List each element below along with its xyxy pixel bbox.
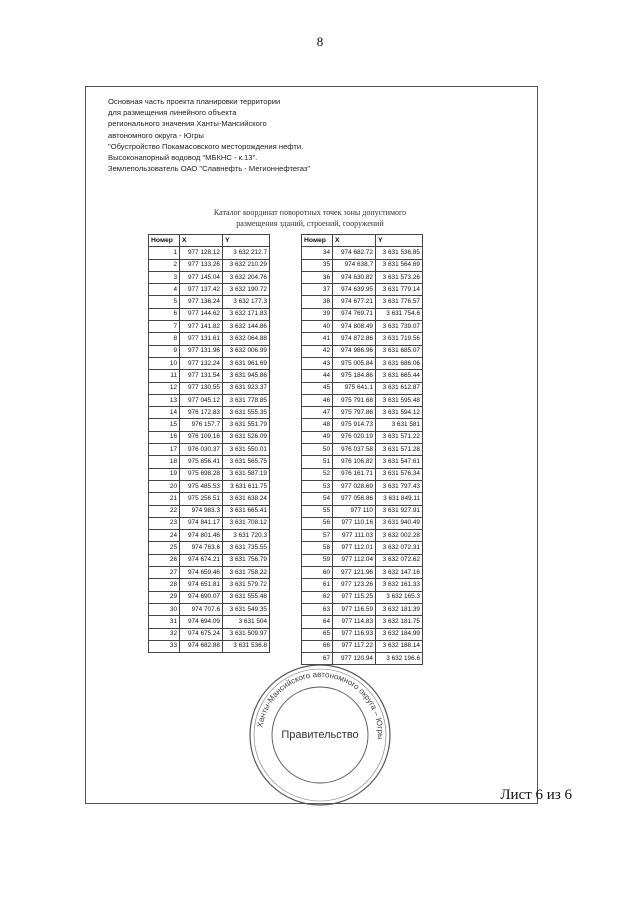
table-row (302, 333, 423, 345)
y-coordinate-cell: 3 632 171.83 (223, 308, 270, 320)
table-row (302, 394, 423, 406)
x-coordinate-cell: 977 117.22 (333, 640, 376, 652)
table-row (149, 271, 270, 283)
header-line: регионального значения Ханты-Мансийского (108, 119, 267, 129)
point-number-cell: 5 (149, 296, 180, 308)
x-coordinate-cell: 974 639.95 (333, 284, 376, 296)
y-coordinate-cell: 3 631 849.11 (376, 493, 423, 505)
y-coordinate-cell: 3 631 612.87 (376, 382, 423, 394)
column-header-x: X (180, 235, 223, 247)
y-coordinate-cell: 3 631 571.22 (376, 431, 423, 443)
y-coordinate-cell: 3 631 565.75 (223, 456, 270, 468)
table-row (149, 247, 270, 259)
point-number-cell: 11 (149, 370, 180, 382)
y-coordinate-cell: 3 631 579.72 (223, 579, 270, 591)
x-coordinate-cell: 975 184.86 (333, 370, 376, 382)
catalog-title (150, 207, 470, 229)
table-row (149, 640, 270, 652)
table-row (302, 579, 423, 591)
x-coordinate-cell: 974 707.6 (180, 603, 223, 615)
table-row (149, 345, 270, 357)
x-coordinate-cell: 976 109.16 (180, 431, 223, 443)
table-row (149, 370, 270, 382)
x-coordinate-cell: 974 682.72 (333, 247, 376, 259)
page-number: 8 (316, 34, 324, 49)
y-coordinate-cell: 3 631 594.12 (376, 407, 423, 419)
x-coordinate-cell: 975 791.68 (333, 394, 376, 406)
table-row (302, 554, 423, 566)
point-number-cell: 25 (149, 542, 180, 554)
x-coordinate-cell: 975 256.51 (180, 493, 223, 505)
x-coordinate-cell: 977 130.55 (180, 382, 223, 394)
y-coordinate-cell: 3 631 685.07 (376, 345, 423, 357)
table-row (149, 517, 270, 529)
point-number-cell: 33 (149, 640, 180, 652)
y-coordinate-cell: 3 631 581 (376, 419, 423, 431)
y-coordinate-cell: 3 632 188.14 (376, 640, 423, 652)
point-number-cell: 59 (302, 554, 333, 566)
point-number-cell: 57 (302, 530, 333, 542)
y-coordinate-cell: 3 631 686.06 (376, 357, 423, 369)
table-row (149, 530, 270, 542)
y-coordinate-cell: 3 631 573.26 (376, 271, 423, 283)
x-coordinate-cell: 974 694.09 (180, 616, 223, 628)
table-row (302, 345, 423, 357)
point-number-cell: 36 (302, 271, 333, 283)
catalog-title-line: Каталог координат поворотных точек зоны допустимого (213, 208, 407, 217)
x-coordinate-cell: 977 112.04 (333, 554, 376, 566)
y-coordinate-cell: 3 632 002.28 (376, 530, 423, 542)
y-coordinate-cell: 3 632 006.99 (223, 345, 270, 357)
y-coordinate-cell: 3 631 587.19 (223, 468, 270, 480)
table-row (302, 517, 423, 529)
point-number-cell: 44 (302, 370, 333, 382)
x-coordinate-cell: 977 110 (333, 505, 376, 517)
point-number-cell: 63 (302, 603, 333, 615)
x-coordinate-cell: 977 141.82 (180, 321, 223, 333)
point-number-cell: 30 (149, 603, 180, 615)
table-row (302, 505, 423, 517)
point-number-cell: 46 (302, 394, 333, 406)
table-row (149, 444, 270, 456)
table-row (149, 456, 270, 468)
y-coordinate-cell: 3 632 177.3 (223, 296, 270, 308)
y-coordinate-cell: 3 631 758.22 (223, 567, 270, 579)
y-coordinate-cell: 3 631 526.09 (223, 431, 270, 443)
point-number-cell: 45 (302, 382, 333, 394)
header-line: Землепользователь ОАО "Славнефть - Мегионнефтегаз" (108, 164, 311, 174)
point-number-cell: 19 (149, 468, 180, 480)
x-coordinate-cell: 977 121.96 (333, 567, 376, 579)
table-header-row (149, 235, 270, 247)
table-row (302, 456, 423, 468)
x-coordinate-cell: 974 651.81 (180, 579, 223, 591)
x-coordinate-cell: 977 136.24 (180, 296, 223, 308)
table-row (302, 480, 423, 492)
point-number-cell: 12 (149, 382, 180, 394)
table-row (149, 259, 270, 271)
x-coordinate-cell: 977 110.16 (333, 517, 376, 529)
x-coordinate-cell: 977 131.54 (180, 370, 223, 382)
y-coordinate-cell: 3 631 797.43 (376, 480, 423, 492)
point-number-cell: 7 (149, 321, 180, 333)
x-coordinate-cell: 975 914.73 (333, 419, 376, 431)
table-row (149, 579, 270, 591)
y-coordinate-cell: 3 631 739.07 (376, 321, 423, 333)
point-number-cell: 61 (302, 579, 333, 591)
x-coordinate-cell: 974 986.96 (333, 345, 376, 357)
y-coordinate-cell: 3 632 147.16 (376, 567, 423, 579)
column-header-y: Y (223, 235, 270, 247)
point-number-cell: 9 (149, 345, 180, 357)
y-coordinate-cell: 3 631 550.01 (223, 444, 270, 456)
table-row (149, 333, 270, 345)
table-row (302, 370, 423, 382)
header-line: Основная часть проекта планировки территории (108, 97, 281, 106)
table-row (302, 259, 423, 271)
point-number-cell: 55 (302, 505, 333, 517)
y-coordinate-cell: 3 631 708.12 (223, 517, 270, 529)
x-coordinate-cell: 976 172.83 (180, 407, 223, 419)
y-coordinate-cell: 3 632 184.99 (376, 628, 423, 640)
x-coordinate-cell: 977 132.24 (180, 357, 223, 369)
table-row (149, 542, 270, 554)
table-row (302, 591, 423, 603)
y-coordinate-cell: 3 632 064.88 (223, 333, 270, 345)
y-coordinate-cell: 3 632 161.33 (376, 579, 423, 591)
y-coordinate-cell: 3 631 754.6 (376, 308, 423, 320)
table-row (302, 640, 423, 652)
point-number-cell: 48 (302, 419, 333, 431)
point-number-cell: 28 (149, 579, 180, 591)
table-row (302, 247, 423, 259)
table-row (149, 480, 270, 492)
point-number-cell: 52 (302, 468, 333, 480)
point-number-cell: 21 (149, 493, 180, 505)
y-coordinate-cell: 3 631 940.49 (376, 517, 423, 529)
x-coordinate-cell: 977 111.03 (333, 530, 376, 542)
point-number-cell: 38 (302, 296, 333, 308)
x-coordinate-cell: 977 120.94 (333, 653, 376, 665)
catalog-title-line: размещения зданий, строений, сооружений (236, 219, 384, 228)
point-number-cell: 39 (302, 308, 333, 320)
x-coordinate-cell: 976 161.71 (333, 468, 376, 480)
x-coordinate-cell: 975 856.41 (180, 456, 223, 468)
x-coordinate-cell: 977 056.86 (333, 493, 376, 505)
point-number-cell: 6 (149, 308, 180, 320)
table-row (149, 468, 270, 480)
y-coordinate-cell: 3 632 072.31 (376, 542, 423, 554)
stamp-center-text: Правительство (281, 729, 359, 741)
x-coordinate-cell: 977 045.12 (180, 394, 223, 406)
y-coordinate-cell: 3 631 756.79 (223, 554, 270, 566)
x-coordinate-cell: 977 028.69 (333, 480, 376, 492)
table-row (302, 284, 423, 296)
point-number-cell: 26 (149, 554, 180, 566)
y-coordinate-cell: 3 632 210.29 (223, 259, 270, 271)
table-row (149, 407, 270, 419)
table-row (302, 542, 423, 554)
x-coordinate-cell: 977 131.61 (180, 333, 223, 345)
x-coordinate-cell: 977 114.83 (333, 616, 376, 628)
table-row (302, 530, 423, 542)
x-coordinate-cell: 974 983.3 (180, 505, 223, 517)
point-number-cell: 22 (149, 505, 180, 517)
x-coordinate-cell: 974 682.88 (180, 640, 223, 652)
point-number-cell: 37 (302, 284, 333, 296)
x-coordinate-cell: 974 630.82 (333, 271, 376, 283)
y-coordinate-cell: 3 632 165.3 (376, 591, 423, 603)
point-number-cell: 14 (149, 407, 180, 419)
y-coordinate-cell: 3 631 778.85 (223, 394, 270, 406)
y-coordinate-cell: 3 631 504 (223, 616, 270, 628)
point-number-cell: 8 (149, 333, 180, 345)
x-coordinate-cell: 977 137.42 (180, 284, 223, 296)
x-coordinate-cell: 977 128.12 (180, 247, 223, 259)
point-number-cell: 2 (149, 259, 180, 271)
y-coordinate-cell: 3 631 564.69 (376, 259, 423, 271)
table-header-row (302, 235, 423, 247)
x-coordinate-cell: 974 841.17 (180, 517, 223, 529)
table-row (302, 628, 423, 640)
y-coordinate-cell: 3 631 509.97 (223, 628, 270, 640)
y-coordinate-cell: 3 631 779.14 (376, 284, 423, 296)
point-number-cell: 18 (149, 456, 180, 468)
column-header-number: Номер (149, 235, 180, 247)
y-coordinate-cell: 3 632 144.86 (223, 321, 270, 333)
table-row (149, 591, 270, 603)
table-row (302, 468, 423, 480)
x-coordinate-cell: 977 112.01 (333, 542, 376, 554)
table-row (149, 419, 270, 431)
table-row (149, 296, 270, 308)
x-coordinate-cell: 974 638.7 (333, 259, 376, 271)
header-line: для размещения линейного объекта (108, 108, 237, 118)
point-number-cell: 24 (149, 530, 180, 542)
x-coordinate-cell: 975 698.28 (180, 468, 223, 480)
y-coordinate-cell: 3 631 961.69 (223, 357, 270, 369)
coordinates-table-left (148, 234, 270, 653)
point-number-cell: 54 (302, 493, 333, 505)
x-coordinate-cell: 974 675.24 (180, 628, 223, 640)
x-coordinate-cell: 974 872.86 (333, 333, 376, 345)
table-row (302, 271, 423, 283)
point-number-cell: 15 (149, 419, 180, 431)
table-row (302, 407, 423, 419)
point-number-cell: 51 (302, 456, 333, 468)
x-coordinate-cell: 974 801.46 (180, 530, 223, 542)
point-number-cell: 1 (149, 247, 180, 259)
column-header-number: Номер (302, 235, 333, 247)
table-row (149, 321, 270, 333)
document-header (108, 96, 408, 174)
y-coordinate-cell: 3 631 611.75 (223, 480, 270, 492)
point-number-cell: 53 (302, 480, 333, 492)
point-number-cell: 43 (302, 357, 333, 369)
table-row (302, 444, 423, 456)
point-number-cell: 62 (302, 591, 333, 603)
point-number-cell: 56 (302, 517, 333, 529)
point-number-cell: 23 (149, 517, 180, 529)
table-row (302, 382, 423, 394)
y-coordinate-cell: 3 631 776.57 (376, 296, 423, 308)
x-coordinate-cell: 977 145.04 (180, 271, 223, 283)
table-row (149, 357, 270, 369)
table-row (149, 603, 270, 615)
point-number-cell: 60 (302, 567, 333, 579)
x-coordinate-cell: 977 133.26 (180, 259, 223, 271)
x-coordinate-cell: 976 020.19 (333, 431, 376, 443)
header-line: "Обустройство Покамасовского месторождения нефти. (108, 141, 304, 151)
point-number-cell: 40 (302, 321, 333, 333)
x-coordinate-cell: 974 674.21 (180, 554, 223, 566)
table-row (149, 493, 270, 505)
table-row (302, 431, 423, 443)
table-row (149, 431, 270, 443)
y-coordinate-cell: 3 632 196.6 (376, 653, 423, 665)
x-coordinate-cell: 977 123.26 (333, 579, 376, 591)
y-coordinate-cell: 3 631 927.91 (376, 505, 423, 517)
y-coordinate-cell: 3 631 555.35 (223, 407, 270, 419)
x-coordinate-cell: 974 769.71 (333, 308, 376, 320)
point-number-cell: 50 (302, 444, 333, 456)
x-coordinate-cell: 977 116.59 (333, 603, 376, 615)
table-row (149, 616, 270, 628)
y-coordinate-cell: 3 631 595.48 (376, 394, 423, 406)
table-row (149, 554, 270, 566)
x-coordinate-cell: 976 037.58 (333, 444, 376, 456)
table-row (149, 567, 270, 579)
y-coordinate-cell: 3 631 549.35 (223, 603, 270, 615)
y-coordinate-cell: 3 631 735.55 (223, 542, 270, 554)
point-number-cell: 32 (149, 628, 180, 640)
y-coordinate-cell: 3 631 555.48 (223, 591, 270, 603)
column-header-y: Y (376, 235, 423, 247)
y-coordinate-cell: 3 631 536.8 (223, 640, 270, 652)
y-coordinate-cell: 3 632 072.62 (376, 554, 423, 566)
x-coordinate-cell: 974 763.6 (180, 542, 223, 554)
header-line: Высоконапорный водовод "МБКНС - к.13". (108, 153, 258, 163)
point-number-cell: 65 (302, 628, 333, 640)
y-coordinate-cell: 3 632 190.72 (223, 284, 270, 296)
point-number-cell: 27 (149, 567, 180, 579)
point-number-cell: 20 (149, 480, 180, 492)
column-header-x: X (333, 235, 376, 247)
table-row (149, 628, 270, 640)
point-number-cell: 67 (302, 653, 333, 665)
table-row (302, 616, 423, 628)
y-coordinate-cell: 3 631 576.34 (376, 468, 423, 480)
y-coordinate-cell: 3 632 181.39 (376, 603, 423, 615)
y-coordinate-cell: 3 631 665.41 (223, 505, 270, 517)
x-coordinate-cell: 975 641.1 (333, 382, 376, 394)
x-coordinate-cell: 977 144.62 (180, 308, 223, 320)
point-number-cell: 64 (302, 616, 333, 628)
table-row (149, 308, 270, 320)
y-coordinate-cell: 3 632 212.7 (223, 247, 270, 259)
point-number-cell: 34 (302, 247, 333, 259)
header-line: автономного округа - Югры (108, 130, 204, 140)
x-coordinate-cell: 975 797.86 (333, 407, 376, 419)
table-row (149, 505, 270, 517)
point-number-cell: 49 (302, 431, 333, 443)
x-coordinate-cell: 974 659.46 (180, 567, 223, 579)
point-number-cell: 35 (302, 259, 333, 271)
point-number-cell: 58 (302, 542, 333, 554)
y-coordinate-cell: 3 631 720.3 (223, 530, 270, 542)
point-number-cell: 17 (149, 444, 180, 456)
table-row (302, 357, 423, 369)
point-number-cell: 41 (302, 333, 333, 345)
coordinates-table-right (301, 234, 423, 665)
y-coordinate-cell: 3 632 204.76 (223, 271, 270, 283)
x-coordinate-cell: 977 116.93 (333, 628, 376, 640)
table-row (302, 493, 423, 505)
point-number-cell: 3 (149, 271, 180, 283)
point-number-cell: 47 (302, 407, 333, 419)
point-number-cell: 16 (149, 431, 180, 443)
table-row (302, 419, 423, 431)
y-coordinate-cell: 3 631 665.44 (376, 370, 423, 382)
x-coordinate-cell: 974 690.07 (180, 591, 223, 603)
y-coordinate-cell: 3 631 571.28 (376, 444, 423, 456)
x-coordinate-cell: 977 131.96 (180, 345, 223, 357)
x-coordinate-cell: 976 157.7 (180, 419, 223, 431)
y-coordinate-cell: 3 631 719.56 (376, 333, 423, 345)
x-coordinate-cell: 976 106.82 (333, 456, 376, 468)
x-coordinate-cell: 977 115.25 (333, 591, 376, 603)
point-number-cell: 13 (149, 394, 180, 406)
table-row (302, 296, 423, 308)
y-coordinate-cell: 3 631 547.61 (376, 456, 423, 468)
table-row (302, 603, 423, 615)
y-coordinate-cell: 3 631 536.85 (376, 247, 423, 259)
y-coordinate-cell: 3 631 638.24 (223, 493, 270, 505)
table-row (302, 308, 423, 320)
point-number-cell: 29 (149, 591, 180, 603)
x-coordinate-cell: 975 005.84 (333, 357, 376, 369)
table-row (149, 382, 270, 394)
official-seal-stamp (245, 660, 395, 810)
table-row (149, 284, 270, 296)
point-number-cell: 42 (302, 345, 333, 357)
y-coordinate-cell: 3 632 181.75 (376, 616, 423, 628)
point-number-cell: 4 (149, 284, 180, 296)
x-coordinate-cell: 975 485.53 (180, 480, 223, 492)
point-number-cell: 31 (149, 616, 180, 628)
x-coordinate-cell: 974 677.21 (333, 296, 376, 308)
table-row (149, 394, 270, 406)
table-row (302, 567, 423, 579)
x-coordinate-cell: 974 808.49 (333, 321, 376, 333)
point-number-cell: 66 (302, 640, 333, 652)
table-row (302, 321, 423, 333)
point-number-cell: 10 (149, 357, 180, 369)
y-coordinate-cell: 3 631 945.86 (223, 370, 270, 382)
stamp-ring-text: Ханты-Мансийского автономного округа – Югры (255, 669, 386, 740)
x-coordinate-cell: 976 030.37 (180, 444, 223, 456)
y-coordinate-cell: 3 631 551.79 (223, 419, 270, 431)
y-coordinate-cell: 3 631 923.37 (223, 382, 270, 394)
sheet-label: Лист 6 из 6 (500, 787, 572, 803)
